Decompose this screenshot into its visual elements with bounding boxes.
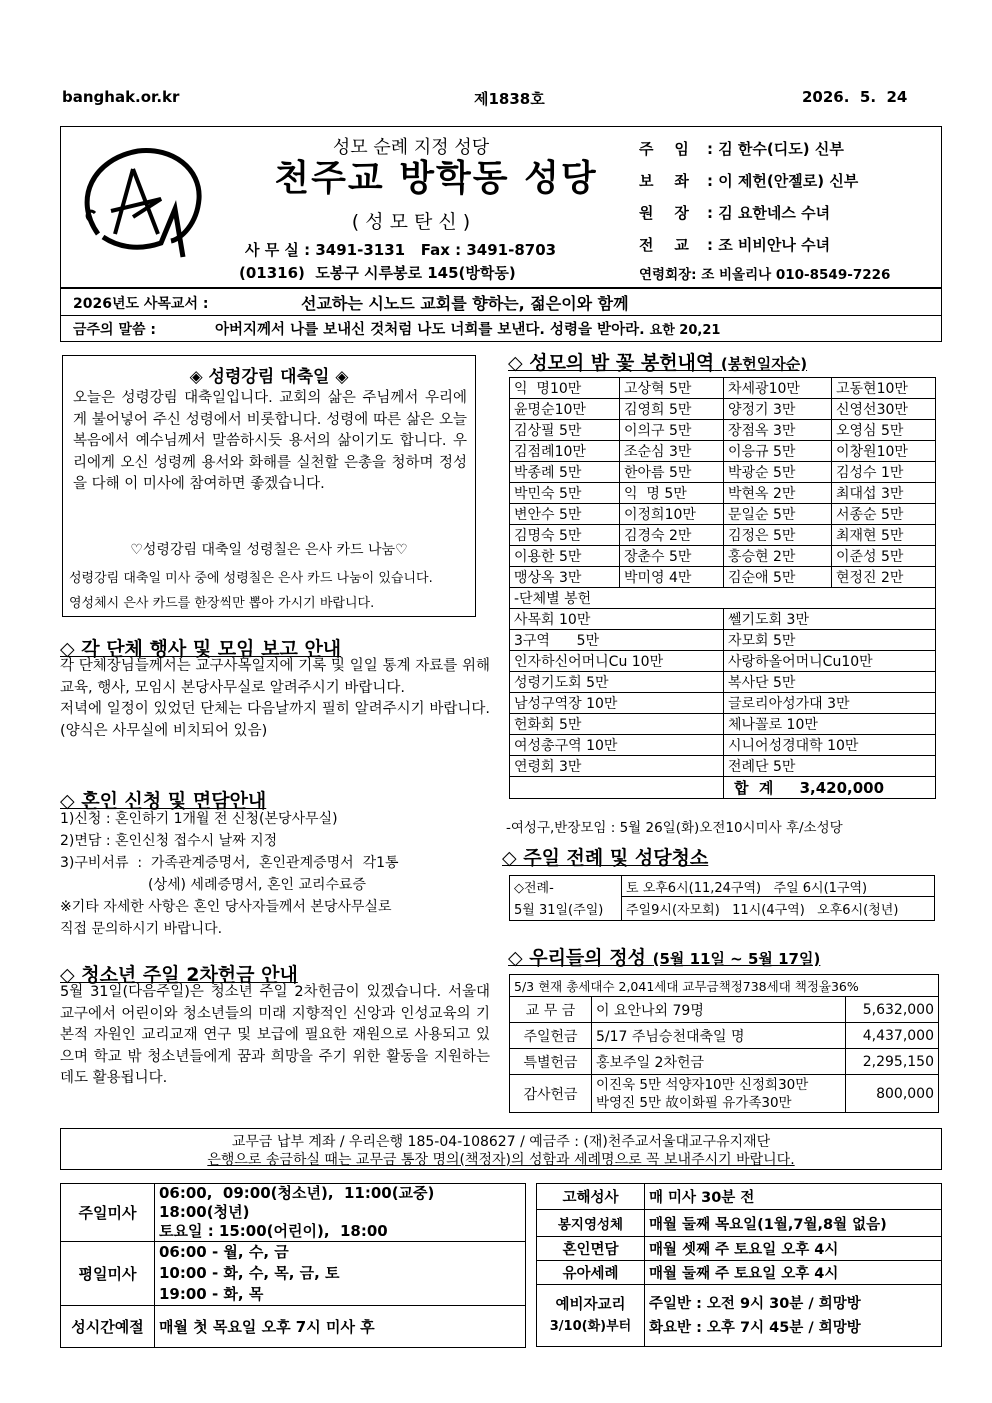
- confession-time: 매 미사 30분 전: [645, 1184, 942, 1210]
- adoration-time: 매월 첫 목요일 오후 7시 미사 후: [155, 1306, 526, 1348]
- mass-schedule: [60, 1183, 526, 1348]
- group-donation-cell: 자모회 5만: [724, 630, 936, 651]
- group-donation-cell: 시니어성경대학 10만: [724, 735, 936, 756]
- card-line: 영성체시 은사 카드를 한장씩만 뽑아 가시기 바랍니다.: [69, 596, 375, 611]
- sunday-mass-times: 06:00, 09:00(청소년), 11:00(교중) 18:00(청년) 토요일 : 15:00(어린이), 18:00: [155, 1184, 526, 1242]
- card-title: ♡성령강림 대축일 성령칠은 은사 카드 나눔♡: [130, 542, 408, 558]
- donation-cell: 장춘수 5만: [620, 546, 724, 567]
- donation-cell: 박미영 4만: [620, 567, 724, 588]
- catechism-times: 주일반 : 오전 9시 30분 / 희망방 화요반 : 오후 7시 45분 / 희망방: [645, 1285, 942, 1347]
- donation-cell: 김영희 5만: [620, 399, 724, 420]
- youth-title: ◇ 청소년 주일 2차헌금 안내: [60, 964, 298, 986]
- donation-cell: 이준성 5만: [832, 546, 936, 567]
- infant-baptism-label: 유아세례: [537, 1261, 645, 1285]
- staff-item: 주 임 : 김 한수(디도) 신부: [639, 140, 844, 158]
- donation-cell: 현정진 2만: [832, 567, 936, 588]
- offering-table: [509, 974, 939, 1113]
- group-donation-cell: 성령기도회 5만: [510, 672, 724, 693]
- pastoral-text: 선교하는 시노드 교회를 향하는, 젊은이와 함께: [301, 294, 629, 313]
- total-row: 합 계 3,420,000: [724, 777, 936, 799]
- group-donation-row: [510, 714, 936, 735]
- bank-notice: 은행으로 송금하실 때는 교무금 통장 명의(책정자)의 성함과 세례명으로 꼭 보내주시기 바랍니다.: [207, 1152, 795, 1168]
- donation-row: [510, 525, 936, 546]
- liturgy-label: ◇전례-: [510, 876, 622, 897]
- group-donation-row: [510, 609, 936, 630]
- group-donation-row: [510, 672, 936, 693]
- donation-cell: 장점옥 3만: [724, 420, 832, 441]
- offering-row: [510, 1049, 939, 1075]
- donation-cell: 이의구 5만: [620, 420, 724, 441]
- group-donation-row: [510, 756, 936, 777]
- donation-cell: 한아름 5만: [620, 462, 724, 483]
- donation-cell: 서종순 5만: [832, 504, 936, 525]
- meeting-note: -여성구,반장모임 : 5월 26일(화)오전10시미사 후/소성당: [506, 820, 843, 836]
- staff-list: [639, 133, 858, 261]
- masthead: [60, 126, 942, 288]
- adoration-label: 성시간예절: [61, 1306, 155, 1348]
- staff-item: 원 장 : 김 요한네스 수녀: [639, 204, 831, 222]
- offering-label: 특별헌금: [510, 1049, 592, 1075]
- issue-date: 2026. 5. 24: [802, 88, 908, 106]
- group-donation-cell: 복사단 5만: [724, 672, 936, 693]
- word-text: 아버지께서 나를 보내신 것처럼 나도 너희를 보낸다. 성령을 받아라. 요한 20,21: [215, 322, 721, 338]
- group-donation-row: [510, 735, 936, 756]
- donation-row: [510, 546, 936, 567]
- offering-label: 감사헌금: [510, 1075, 592, 1113]
- offering-row: [510, 997, 939, 1023]
- donation-cell: 익 명 5만: [620, 483, 724, 504]
- donation-cell: 최재현 5만: [832, 525, 936, 546]
- card-line: 성령강림 대축일 미사 중에 성령칠은 은사 카드 나눔이 있습니다.: [69, 571, 433, 586]
- offering-amount: 800,000: [846, 1075, 939, 1113]
- pastoral-box: [60, 288, 942, 342]
- group-donation-cell: 사랑하올어머니Cu10만: [724, 651, 936, 672]
- donation-cell: 이창원10만: [832, 441, 936, 462]
- donation-cell: 고상혁 5만: [620, 378, 724, 399]
- donation-cell: 홍승현 2만: [724, 546, 832, 567]
- donation-cell: 맹상옥 3만: [510, 567, 620, 588]
- office-phone: 사 무 실 : 3491-3131 Fax : 3491-8703: [245, 241, 557, 259]
- weekday-mass-label: 평일미사: [61, 1242, 155, 1306]
- offering-amount: 5,632,000: [846, 997, 939, 1023]
- offering-desc: 이진욱 5만 석양자10만 신정희30만 박영진 5만 故이화필 유가족30만: [592, 1075, 846, 1113]
- group-donation-cell: 3구역 5만: [510, 630, 724, 651]
- offering-amount: 4,437,000: [846, 1023, 939, 1049]
- donation-cell: 김상필 5만: [510, 420, 620, 441]
- donation-cell: 최대섭 3만: [832, 483, 936, 504]
- parish-title: 천주교 방학동 성당: [274, 158, 598, 199]
- parish-logo-icon: [63, 139, 213, 264]
- site-url: banghak.or.kr: [62, 88, 180, 106]
- donation-row: [510, 567, 936, 588]
- issue-number: 제1838호: [474, 90, 545, 108]
- donation-row: [510, 504, 936, 525]
- offering-row: [510, 1023, 939, 1049]
- marriage-interview-label: 혼인면담: [537, 1237, 645, 1261]
- donation-cell: 김정은 5만: [724, 525, 832, 546]
- donation-cell: 박광순 5만: [724, 462, 832, 483]
- pentecost-body: 오늘은 성령강림 대축일입니다. 교회의 삶은 주님께서 우리에게 불어넣어 주신 성령에서 비롯합니다. 성령에 따른 삶은 오늘 복음에서 예수님께서 말씀하시듯 용서의 삶이기도 합니다. 우리에게 오신 성령께 용서와 화해를 실천할 은총을 청하며 정성을 다해 이 미사에 참여하면 좋겠습니다.: [73, 390, 467, 492]
- donation-cell: 박종례 5만: [510, 462, 620, 483]
- donation-row: [510, 399, 936, 420]
- donation-cell: 김경숙 2만: [620, 525, 724, 546]
- group-donation-cell: 인자하신어머니Cu 10만: [510, 651, 724, 672]
- liturgy-title: ◇ 주일 전례 및 성당청소: [502, 847, 709, 869]
- donation-cell: 박현옥 2만: [724, 483, 832, 504]
- offering-desc: 이 요안나외 79명: [592, 997, 846, 1023]
- donation-cell: 김점례10만: [510, 441, 620, 462]
- bank-box: [60, 1128, 942, 1170]
- donation-cell: 김명숙 5만: [510, 525, 620, 546]
- sick-communion-time: 매월 둘째 목요일(1월,7월,8월 없음): [645, 1210, 942, 1237]
- group-donation-cell: 전례단 5만: [724, 756, 936, 777]
- donation-cell: 고동현10만: [832, 378, 936, 399]
- pastoral-label: 2026년도 사목교서 :: [73, 296, 209, 312]
- pentecost-box: [62, 355, 476, 617]
- group-donation-cell: 남성구역장 10만: [510, 693, 724, 714]
- offering-desc: 5/17 주님승천대축일 명: [592, 1023, 846, 1049]
- group-donation-row: [510, 651, 936, 672]
- donation-row: [510, 483, 936, 504]
- donation-row: [510, 462, 936, 483]
- liturgy-date: 5월 31일(주일): [510, 897, 622, 921]
- donation-row: [510, 378, 936, 399]
- groups-title: ◇ 각 단체 행사 및 모임 보고 안내: [60, 638, 342, 660]
- offering-label: 교 무 금: [510, 997, 592, 1023]
- offering-title: ◇ 우리들의 정성 (5월 11일 ~ 5월 17일): [508, 947, 821, 969]
- pentecost-title: ◈ 성령강림 대축일 ◈: [189, 367, 349, 387]
- catechism-label: 예비자교리 3/10(화)부터: [537, 1285, 645, 1347]
- marriage-interview-time: 매월 셋째 주 토요일 오후 4시: [645, 1237, 942, 1261]
- group-donation-cell: 연령회 3만: [510, 756, 724, 777]
- group-donation-row: [510, 693, 936, 714]
- donations-title: ◇ 성모의 밤 꽃 봉헌내역 (봉헌일자순): [508, 352, 808, 374]
- group-donation-cell: 체나꼴로 10만: [724, 714, 936, 735]
- offering-row: [510, 1075, 939, 1113]
- donation-cell: 변안수 5만: [510, 504, 620, 525]
- donation-cell: 이정희10만: [620, 504, 724, 525]
- offering-label: 주일헌금: [510, 1023, 592, 1049]
- donation-cell: 김순애 5만: [724, 567, 832, 588]
- donation-cell: 익 명10만: [510, 378, 620, 399]
- staff-item: 전 교 : 조 비비안나 수녀: [639, 236, 831, 254]
- group-donation-cell: 쎌기도회 3만: [724, 609, 936, 630]
- sick-communion-label: 봉지영성체: [537, 1210, 645, 1237]
- donation-cell: 박민숙 5만: [510, 483, 620, 504]
- weekday-mass-times: 06:00 - 월, 수, 금 10:00 - 화, 수, 목, 금, 토 19:00 - 화, 목: [155, 1242, 526, 1306]
- donation-row: [510, 420, 936, 441]
- staff-item: 보 좌 : 이 제헌(안젤로) 신부: [639, 172, 859, 190]
- patron-name: ( 성 모 탄 신 ): [351, 211, 471, 233]
- parish-address: (01316) 도봉구 시루봉로 145(방학동): [239, 264, 516, 282]
- council-contact: 연령회장: 조 비올리나 010-8549-7226: [639, 267, 891, 283]
- donation-row: [510, 441, 936, 462]
- offering-amount: 2,295,150: [846, 1049, 939, 1075]
- sunday-mass-label: 주일미사: [61, 1184, 155, 1242]
- group-donation-row: [510, 630, 936, 651]
- marriage-title: ◇ 혼인 신청 및 면담안내: [60, 790, 267, 812]
- donation-cell: 차세광10만: [724, 378, 832, 399]
- donation-cell: 문일순 5만: [724, 504, 832, 525]
- donation-cell: 오영심 5만: [832, 420, 936, 441]
- donation-cell: 이응규 5만: [724, 441, 832, 462]
- liturgy-table: [509, 875, 935, 921]
- offering-stats: 5/3 현재 총세대수 2,041세대 교무금책정738세대 책정율36%: [510, 975, 939, 997]
- confession-label: 고해성사: [537, 1184, 645, 1210]
- group-donation-cell: 여성총구역 10만: [510, 735, 724, 756]
- liturgy-line: 토 오후6시(11,24구역) 주일 6시(1구역): [622, 876, 935, 897]
- youth-body: 5월 31일(다음주일)은 청소년 주일 2차헌금이 있겠습니다. 서울대교구에서 어린이와 청소년들의 미래 지향적인 신앙과 인성교육의 기본적 자원인 교리교재 연구 및 보급에 필요한 재원으로 사용되고 있으며 학교 밖 청소년들에게 꿈과 희망을 주기 위한 활동을 지원하는데도 활용됩니다.: [60, 984, 490, 1086]
- liturgy-line: 주일9시(자모회) 11시(4구역) 오후6시(청년): [622, 897, 935, 921]
- donation-cell: 윤명순10만: [510, 399, 620, 420]
- group-header: -단체별 봉헌: [510, 588, 936, 609]
- donation-cell: 양정기 3만: [724, 399, 832, 420]
- group-donation-cell: 헌화회 5만: [510, 714, 724, 735]
- word-label: 금주의 말씀 :: [73, 322, 156, 338]
- donations-table: [509, 377, 936, 799]
- sacrament-schedule: [536, 1183, 942, 1347]
- donation-cell: 이용한 5만: [510, 546, 620, 567]
- masthead-subtitle: 성모 순례 지정 성당: [332, 137, 490, 158]
- donation-cell: 김성수 1만: [832, 462, 936, 483]
- offering-desc: 홍보주일 2차헌금: [592, 1049, 846, 1075]
- donation-cell: 조순심 3만: [620, 441, 724, 462]
- donation-cell: 신영선30만: [832, 399, 936, 420]
- group-donation-cell: 글로리아성가대 3만: [724, 693, 936, 714]
- group-donation-cell: 사목회 10만: [510, 609, 724, 630]
- marriage-body: 1)신청 : 혼인하기 1개월 전 신청(본당사무실) 2)면담 : 혼인신청 접수시 날짜 지정 3)구비서류 : 가족관계증명서, 혼인관계증명서 각1통 (상세) 세례증명서, 혼인 교리수료증 ※기타 자세한 사항은 혼인 당사자들께서 본당사무실로 직접 문의하시기 바랍니다.: [60, 811, 399, 937]
- infant-baptism-time: 매월 둘째 주 토요일 오후 4시: [645, 1261, 942, 1285]
- bank-account: 교무금 납부 계좌 / 우리은행 185-04-108627 / 예금주 : (재)천주교서울대교구유지재단: [231, 1134, 771, 1150]
- groups-body: 각 단체장님들께서는 교구사목일지에 기록 및 일일 통계 자료를 위해 교육, 행사, 모임시 본당사무실로 알려주시기 바랍니다. 저녁에 일정이 있었던 단체는 다음날까지 필히 알려주시기 바랍니다. (양식은 사무실에 비치되어 있음): [60, 658, 490, 739]
